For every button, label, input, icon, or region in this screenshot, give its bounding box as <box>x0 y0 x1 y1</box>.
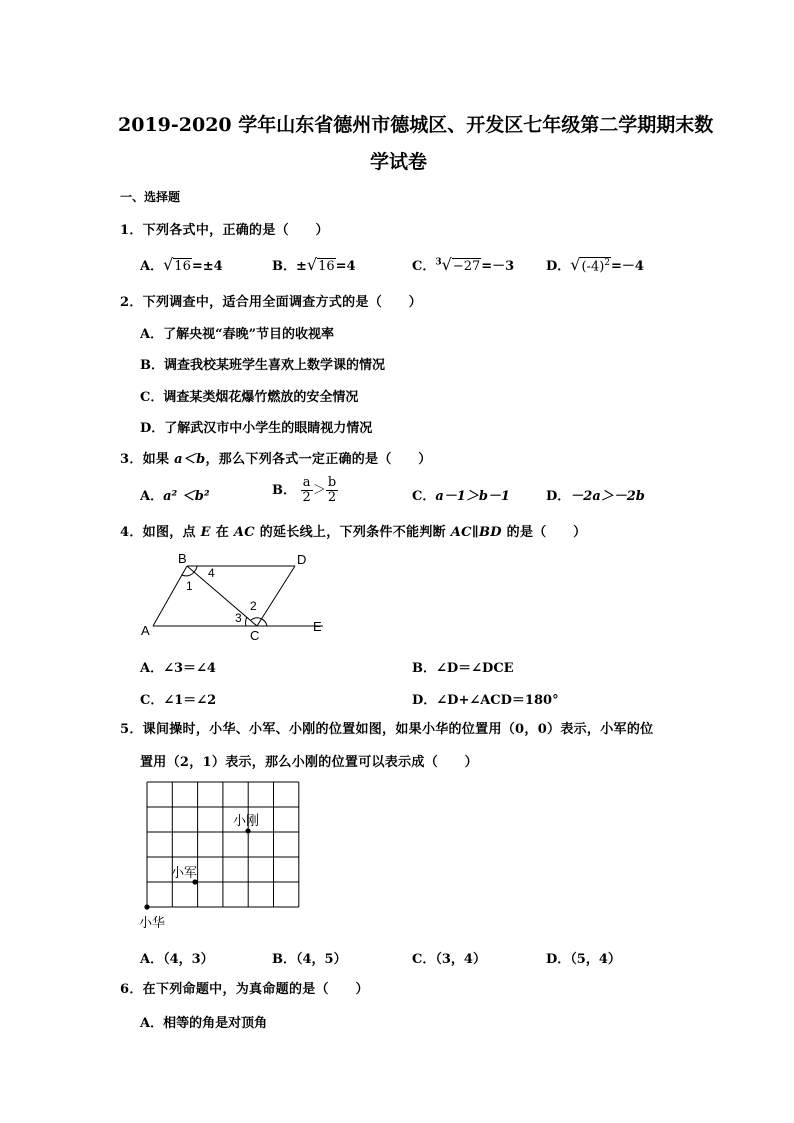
q3-stem-post: ，那么下列各式一定正确的是（ ） <box>205 452 432 467</box>
label-angle-4: 4 <box>208 566 215 580</box>
q3-fraction-a-den: 2 <box>302 490 311 505</box>
q1-option-b-rest: =4 <box>335 259 356 274</box>
q4-stem-e: E <box>200 525 211 540</box>
q3-stem-math: a＜b <box>174 452 206 467</box>
q1-option-c-index: 3 <box>435 257 442 268</box>
q3-fraction-b-den: 2 <box>327 490 337 505</box>
q1-option-a-label: A． <box>140 259 164 274</box>
q3-option-c-label: C． <box>412 489 436 504</box>
q2-option-d: D．了解武汉市中小学生的眼睛视力情况 <box>140 421 373 436</box>
q4-option-d: D．∠D+∠ACD＝180° <box>412 693 559 708</box>
q4-option-c: C．∠1＝∠2 <box>140 693 217 708</box>
q1-option-c-rest: =－3 <box>481 259 515 274</box>
q3-fraction-b <box>326 476 338 505</box>
label-xiaogang: 小刚 <box>233 813 260 828</box>
label-d: D <box>297 552 307 567</box>
page-title-line1: 2019-2020 学年山东省德州市德城区、开发区七年级第二学期期末数 <box>118 114 714 136</box>
label-angle-1: 1 <box>186 579 193 593</box>
label-xiaojun: 小军 <box>171 865 198 880</box>
q3-option-b <box>272 476 338 505</box>
q4-stem-post: 的是（ ） <box>501 525 587 540</box>
question-4-stem <box>120 521 586 540</box>
q3-option-b-label: B． <box>272 483 296 498</box>
question-5-stem-line2: 置用（2，1）表示，那么小刚的位置可以表示成（ ） <box>140 755 478 770</box>
question-6-stem: 6．在下列命题中，为真命题的是（ ） <box>120 982 369 997</box>
q5-position-grid-figure <box>135 775 310 935</box>
label-b: B <box>178 551 187 566</box>
sqrt-icon: √ <box>306 255 318 274</box>
q1-option-d-exponent: 2 <box>604 257 611 268</box>
q3-option-b-operator: ＞ <box>312 483 326 498</box>
q3-option-d <box>546 485 645 504</box>
q1-option-a-radicand: 16 <box>174 259 191 274</box>
q6-option-a: A．相等的角是对顶角 <box>140 1016 268 1031</box>
q4-stem-ac: AC <box>233 525 255 540</box>
q4-stem-mid2: 的延长线上，下列条件不能判断 <box>254 525 451 540</box>
grid-lines <box>147 782 299 907</box>
q1-option-d <box>546 255 644 274</box>
sqrt-icon: √ <box>570 255 581 274</box>
q5-option-c: C．（3，4） <box>412 952 486 967</box>
question-5-stem-line1: 5．课间操时，小华、小军、小刚的位置如图，如果小华的位置用（0，0）表示，小军的位 <box>120 722 654 737</box>
q3-fraction-a-num: a <box>301 476 313 491</box>
q3-option-a <box>140 485 210 504</box>
q4-stem-parallel: AC∥BD <box>450 525 502 540</box>
q4-stem-pre: 4．如图，点 <box>120 525 201 540</box>
q1-option-c <box>412 255 514 274</box>
section-heading: 一、选择题 <box>120 190 181 204</box>
q1-option-d-label: D． <box>546 259 571 274</box>
q3-option-a-label: A． <box>140 489 164 504</box>
cube-root-icon: √ <box>441 255 452 274</box>
label-a: A <box>141 623 150 638</box>
q1-option-b <box>272 255 356 274</box>
q2-option-a: A．了解央视“春晚”节目的收视率 <box>140 327 335 342</box>
angle-4-arc <box>194 566 197 572</box>
q3-option-d-math: －2a＞－2b <box>570 489 645 504</box>
q3-stem-pre: 3．如果 <box>120 452 175 467</box>
question-1-stem: 1．下列各式中，正确的是（ ） <box>120 223 329 238</box>
q1-option-b-label: B．± <box>272 259 307 274</box>
q5-option-d: D．（5，4） <box>546 952 621 967</box>
q4-option-a: A．∠3＝∠4 <box>140 661 216 676</box>
label-angle-3: 3 <box>235 611 242 625</box>
q2-option-c: C．调查某类烟花爆竹燃放的安全情况 <box>140 390 359 405</box>
label-xiaohua: 小华 <box>139 915 166 930</box>
question-3-stem <box>120 448 432 467</box>
q1-option-c-radicand: −27 <box>452 259 481 274</box>
q1-option-c-label: C． <box>412 259 436 274</box>
q2-option-b: B．调查我校某班学生喜欢上数学课的情况 <box>140 358 385 373</box>
q1-option-a <box>140 255 223 274</box>
q4-stem-mid: 在 <box>210 525 234 540</box>
page-title-line2: 学试卷 <box>370 151 428 173</box>
question-2-stem: 2．下列调查中，适合用全面调查方式的是（ ） <box>120 295 422 310</box>
q3-option-c-math: a－1＞b－1 <box>435 489 510 504</box>
q4-option-b: B．∠D＝∠DCE <box>412 661 514 676</box>
q1-option-d-radicand-box <box>580 257 611 274</box>
point-xiaohua <box>144 904 149 909</box>
q4-parallelogram-figure <box>140 550 340 642</box>
sqrt-icon: √ <box>163 255 174 274</box>
q5-option-b: B．（4，5） <box>272 952 347 967</box>
segment-ab <box>153 566 187 626</box>
label-e: E <box>313 619 322 634</box>
q3-option-d-label: D． <box>546 489 571 504</box>
angle-3-arc <box>246 617 247 626</box>
q3-option-c <box>412 485 510 504</box>
label-angle-2: 2 <box>250 599 257 613</box>
q1-option-d-rest: =－4 <box>611 259 644 274</box>
q1-option-d-radicand: (-4) <box>581 259 605 274</box>
segment-dc <box>257 566 295 626</box>
q3-fraction-b-num: b <box>327 475 337 490</box>
label-c: C <box>250 628 260 642</box>
q1-option-a-rest: =±4 <box>191 259 223 274</box>
point-xiaojun <box>192 879 197 884</box>
q3-fraction-a <box>301 476 313 505</box>
q1-option-b-radicand: 16 <box>318 259 335 274</box>
point-xiaogang <box>245 828 250 833</box>
q5-option-a: A．（4，3） <box>140 952 214 967</box>
q3-option-a-math: a² ＜b² <box>163 489 210 504</box>
